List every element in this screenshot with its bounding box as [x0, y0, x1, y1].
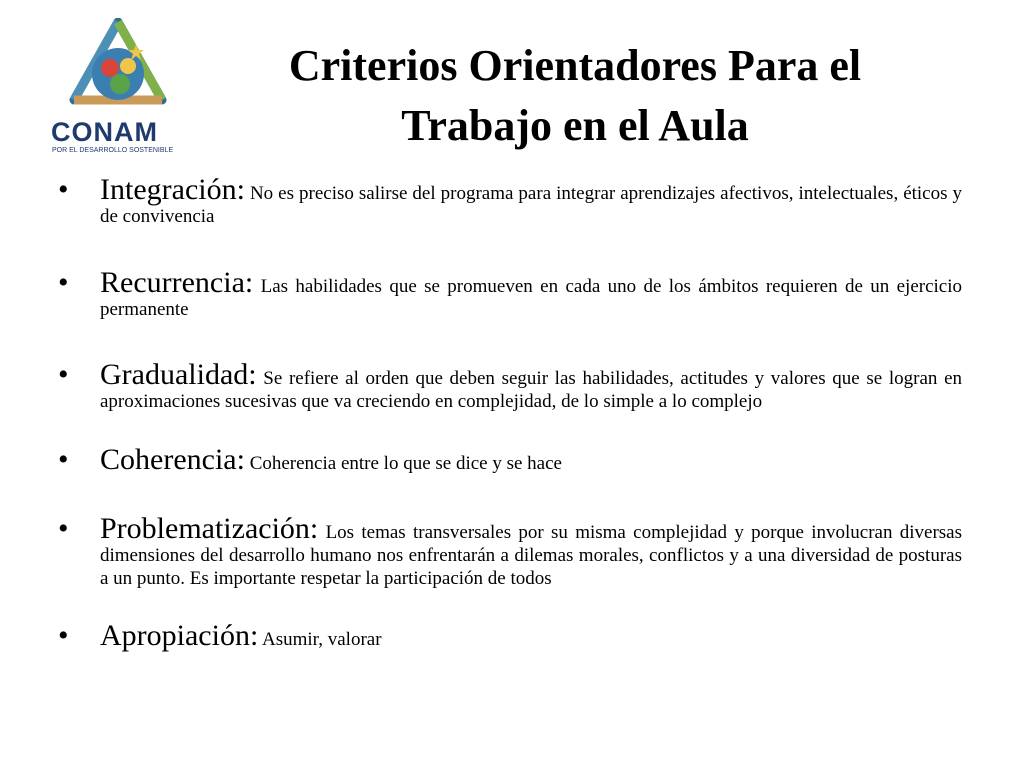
slide-title-line-2: Trabajo en el Aula: [401, 101, 749, 150]
criterion-description: Asumir, valorar: [262, 629, 382, 650]
criterion-coherencia: [58, 443, 962, 476]
criterion-recurrencia: [58, 266, 963, 321]
criterion-description: No es preciso salirse del programa para integrar aprendizajes afectivos, intelectuales, éticos y de convivencia: [100, 183, 963, 227]
slide-title: [220, 36, 930, 156]
criterion-term: Coherencia:: [100, 443, 245, 476]
logo-wordmark: CONAM: [51, 117, 158, 147]
conam-logo: [48, 18, 188, 158]
criterion-term: Recurrencia:: [100, 266, 254, 299]
slide-title-line-1: Criterios Orientadores Para el: [288, 41, 862, 90]
criterion-term: Apropiación:: [100, 619, 259, 652]
criterion-description: Coherencia entre lo que se dice y se hace: [249, 453, 562, 474]
criterion-term: Integración:: [100, 173, 245, 206]
criterion-integracion: [58, 173, 963, 228]
logo-tagline: POR EL DESARROLLO SOSTENIBLE: [52, 147, 174, 154]
criterion-apropiacion: [58, 619, 962, 652]
bullet-icon: •: [58, 443, 69, 476]
criterion-description: Se refiere al orden que deben seguir las habilidades, actitudes y valores que se logran en aproximaciones sucesivas que va creciendo en complejidad, de lo simple a lo complejo: [100, 368, 963, 412]
bullet-icon: •: [58, 619, 69, 652]
criterion-gradualidad: [58, 358, 963, 413]
conam-emblem-icon: [58, 18, 178, 118]
bullet-icon: •: [58, 358, 69, 391]
criteria-list: [58, 173, 963, 694]
criterion-problematizacion: [58, 512, 963, 590]
bullet-icon: •: [58, 173, 69, 206]
criterion-description: Los temas transversales por su misma complejidad y porque involucran diversas dimensiones del desarrollo humano nos enfrentarán a dilemas morales, conflictos y a una diversidad de posturas a un punto. Es importante respetar la participación de todos: [100, 522, 963, 589]
criterion-description: Las habilidades que se promueven en cada uno de los ámbitos requieren de un ejercicio permanente: [100, 276, 963, 320]
bullet-icon: •: [58, 512, 69, 545]
criterion-term: Gradualidad:: [100, 358, 257, 391]
bullet-icon: •: [58, 266, 69, 299]
criterion-term: Problematización:: [100, 512, 319, 545]
